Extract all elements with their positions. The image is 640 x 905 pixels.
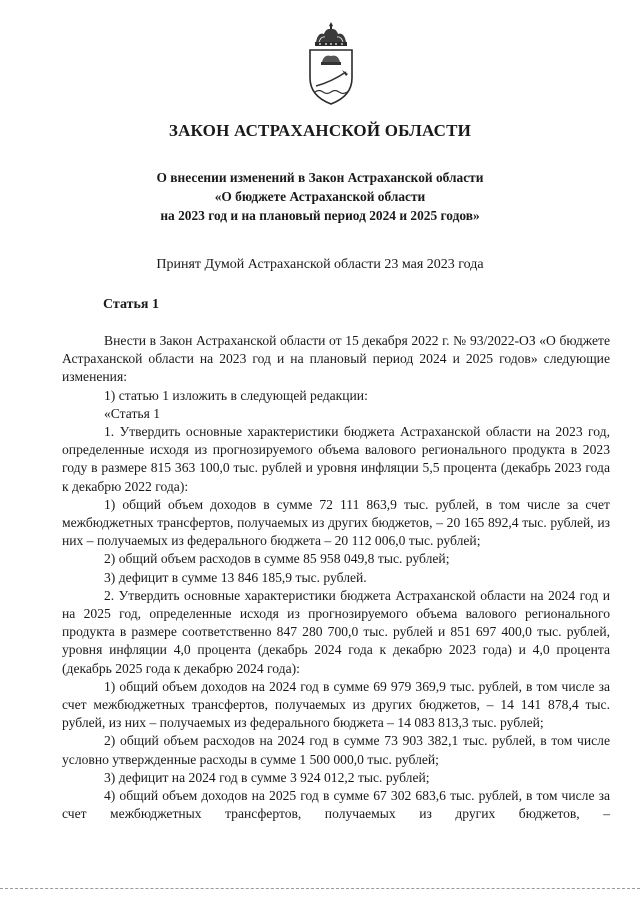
body-paragraph: 1) общий объем доходов на 2024 год в сумме 69 979 369,9 тыс. рублей, в том числе за счет межбюджетных трансфертов, получаемых из других бюджетов, – 14 141 878,4 тыс. рублей, из них – получаемых из федерального бюджета – 14 083 813,3 тыс. рублей; [62,678,610,731]
law-title: ЗАКОН АСТРАХАНСКОЙ ОБЛАСТИ [168,121,472,140]
body-paragraph: 1) статью 1 изложить в следующей редакции: [104,387,368,403]
body-paragraph: 1. Утвердить основные характеристики бюджета Астраханской области на 2023 год, определенные исходя из прогнозируемого объема валового регионального продукта в 2023 году в размере 815 363 100,0 тыс. рублей и уровня инфляции 5,5 процента (декабрь 2023 года к декабрю 2022 года): [62,424,610,494]
subtitle-line: «О бюджете Астраханской области [214,189,426,204]
law-subtitle [0,168,640,225]
body-paragraph: 2) общий объем расходов на 2024 год в сумме 73 903 382,1 тыс. рублей, в том числе условно утвержденные расходы в сумме 1 500 000,0 тыс. рублей; [62,733,610,767]
body-paragraph: 2) общий объем расходов в сумме 85 958 049,8 тыс. рублей; [104,551,450,567]
body-paragraph: 1) общий объем доходов в сумме 72 111 863,9 тыс. рублей, в том числе за счет межбюджетных трансфертов, получаемых из других бюджетов, – 20 165 892,4 тыс. рублей, из них – получаемых из федерального бюджета – 20 112 006,0 тыс. рублей; [62,496,610,549]
body-paragraph: 3) дефицит на 2024 год в сумме 3 924 012,2 тыс. рублей; [104,769,430,785]
body-paragraph: 3) дефицит в сумме 13 846 185,9 тыс. рублей. [104,569,367,585]
document-body [62,332,610,823]
adoption-note: Принят Думой Астраханской области 23 мая 2023 года [156,257,484,272]
body-paragraph: 4) общий объем доходов на 2025 год в сумме 67 302 683,6 тыс. рублей, в том числе за счет межбюджетных трансфертов, получаемых из других бюджетов, – [62,788,610,822]
coat-of-arms-icon [302,20,360,106]
body-paragraph: 2. Утвердить основные характеристики бюджета Астраханской области на 2024 год и на 2025 год, определенные исходя из прогнозируемого объема валового регионального продукта в размере соответственно 847 280 700,0 тыс. рублей и 851 697 400,0 тыс. рублей, уровня инфляции 4,0 процента (декабрь 2024 года к декабрю 2023 года) и 4,0 процента (декабрь 2025 года к декабрю 2024 года): [62,587,610,676]
body-paragraph: Внести в Закон Астраханской области от 15 декабря 2022 г. № 93/2022-ОЗ «О бюджете Астраханской области на 2023 год и на плановый период 2024 и 2025 годов» следующие изменения: [62,333,610,385]
scan-edge-divider [0,888,640,889]
subtitle-line: на 2023 год и на плановый период 2024 и 2025 годов» [160,208,480,223]
body-paragraph: «Статья 1 [104,405,161,421]
article-heading: Статья 1 [103,297,159,312]
subtitle-line: О внесении изменений в Закон Астраханской области [156,170,484,185]
